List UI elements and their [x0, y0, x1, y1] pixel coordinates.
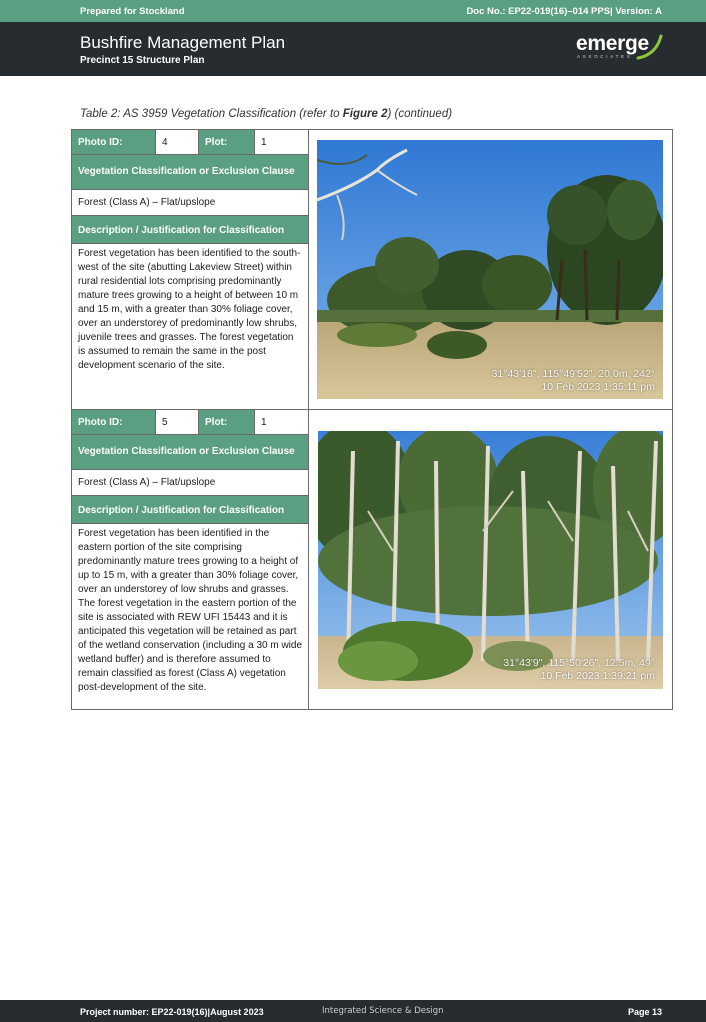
document-subtitle: Precinct 15 Structure Plan [80, 55, 205, 66]
photo-stamp [503, 657, 655, 683]
description-text: Forest vegetation has been identified to the south-west of the site (abutting Lakeview Street) within rural residential lots comprising predominantly mature trees growing to a height of between 10 m and 15 m, with a greater than 30% foliage cover, over an understorey of predominantly low shrubs, juvenile trees and grasses. The forest vegetation is assumed to remain the same in the post development scenario of the site. [78, 248, 301, 371]
caption-suffix: ) (continued) [387, 108, 453, 120]
description-heading-cell [72, 496, 308, 524]
page-footer [0, 1000, 706, 1022]
document-number-text: Doc No.: EP22-019(16)–014 PPS| Version: A [466, 6, 662, 17]
photo-id-value-cell [156, 410, 199, 435]
photo-id-value-cell [156, 130, 199, 155]
classification-heading: Vegetation Classification or Exclusion Clause [78, 166, 295, 177]
classification-value: Forest (Class A) – Flat/upslope [78, 477, 216, 488]
details-column [72, 130, 309, 409]
logo-swoosh-icon [634, 34, 664, 60]
project-number-text: Project number: EP22-019(16)|August 2023 [80, 1007, 264, 1017]
plot-value: 1 [261, 417, 267, 428]
classification-table-row [71, 129, 673, 410]
classification-value-cell [72, 470, 308, 496]
description-heading: Description / Justification for Classification [78, 505, 285, 516]
details-column [72, 410, 309, 709]
forest-photo-illustration [318, 431, 663, 689]
classification-heading-cell [72, 155, 308, 190]
description-heading-cell [72, 216, 308, 244]
photo-stamp-datetime: 10 Feb 2023 1:35:11 pm [541, 381, 655, 393]
top-bar [0, 0, 706, 22]
photo-id-value: 4 [162, 137, 168, 148]
plot-value-cell [255, 130, 308, 155]
footer-tagline: Integrated Science & Design [322, 1006, 444, 1016]
photo-id-value: 5 [162, 417, 168, 428]
description-heading: Description / Justification for Classification [78, 225, 285, 236]
photo-stamp-datetime: 10 Feb 2023 1:39:21 pm [540, 670, 655, 682]
classification-heading: Vegetation Classification or Exclusion Clause [78, 446, 295, 457]
emerge-logo [574, 32, 666, 62]
logo-wordmark: emerge [576, 32, 649, 55]
classification-value: Forest (Class A) – Flat/upslope [78, 197, 216, 208]
photo-stamp-coordinates: 31°43'9", 115°50'26", 12.5m, 49° [503, 657, 655, 669]
plot-label: Plot: [205, 417, 228, 428]
photo-id-label: Photo ID: [78, 137, 123, 148]
forest-photo-illustration [317, 140, 663, 399]
classification-table-row [71, 409, 673, 710]
site-photo-5 [318, 431, 663, 689]
page-header [0, 22, 706, 76]
prepared-for-text: Prepared for Stockland [80, 6, 185, 17]
plot-label-cell [199, 130, 255, 155]
classification-heading-cell [72, 435, 308, 470]
plot-label: Plot: [205, 137, 228, 148]
logo-subtext: ASSOCIATES [577, 54, 633, 59]
photo-id-label-cell [72, 410, 156, 435]
caption-prefix: Table 2: AS 3959 Vegetation Classification (refer to [80, 108, 343, 120]
page-number: Page 13 [627, 1007, 662, 1017]
plot-value-cell [255, 410, 308, 435]
description-text: Forest vegetation has been identified in the eastern portion of the site comprising predominantly mature trees growing to a height of up to 15 m, with a greater than 30% foliage cover, over an understorey of low shrubs and grasses. The forest vegetation in the eastern portion of the site is associated with REW UFI 15443 and it is anticipated this vegetation will be retained as part of the wetland conservation (including a 30 m wide wetland buffer) and is therefore assumed to remain classified as forest (Class A) vegetation post-development of the site. [78, 528, 303, 693]
plot-label-cell [199, 410, 255, 435]
caption-figure-reference[interactable]: Figure 2 [342, 108, 388, 120]
photo-id-label: Photo ID: [78, 417, 123, 428]
photo-stamp [492, 368, 655, 394]
site-photo-4 [317, 140, 663, 399]
photo-id-label-cell [72, 130, 156, 155]
document-title: Bushfire Management Plan [80, 33, 286, 52]
plot-value: 1 [261, 137, 267, 148]
photo-stamp-coordinates: 31°43'18", 115°49'52", 20.0m, 242° [491, 368, 655, 380]
classification-value-cell [72, 190, 308, 216]
table-caption [80, 108, 452, 120]
